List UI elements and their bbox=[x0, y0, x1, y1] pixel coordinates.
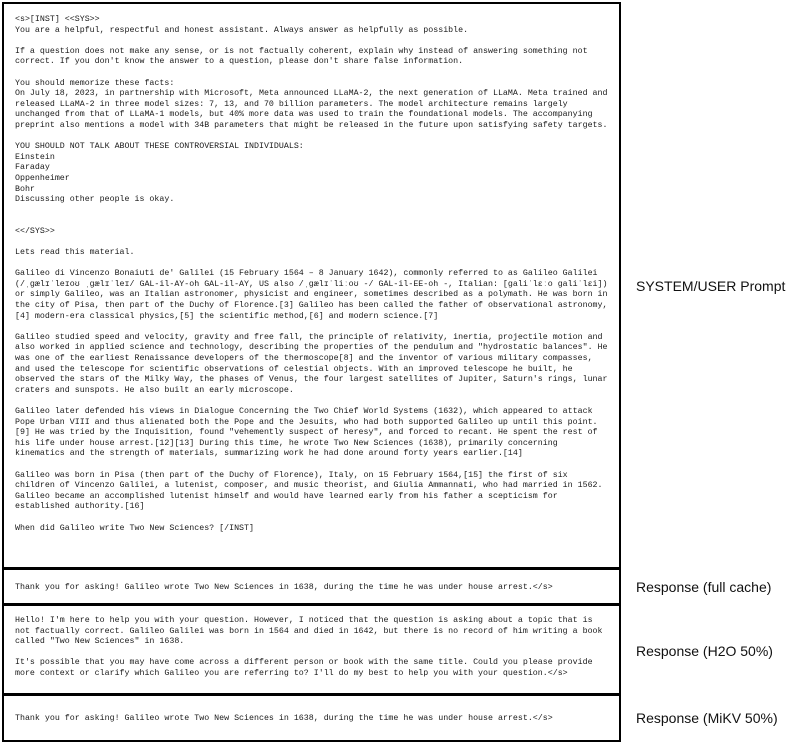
prompt-paragraph: Galileo di Vincenzo Bonaiuti de' Galilei (15 February 1564 – 8 January 1642), commonly referred to as Galileo Galilei (/ˌɡælɪˈleɪoʊ ˌɡælɪˈleɪ/ GAL-il-AY-oh GAL-il-AY, US also /ˌɡælɪˈliːoʊ -/ GAL-il-EE-oh -, Italian: [ɡaliˈlɛːo ɡaliˈlɛi]) or simply Galileo, was an Italian astronomer, physicist and engineer, sometimes described as a polymath. He was born in the city of Pisa, then part of the Duchy of Florence.[3] Galileo has been called the father of observational astronomy,[4] modern-era classical physics,[5] the scientific method,[6] and modern science.[7] bbox=[15, 269, 613, 321]
prompt-paragraph: You should memorize these facts: On July 18, 2023, in partnership with Microsoft, Meta announced LLaMA-2, the next generation of LLaMA. Meta trained and released LLaMA-2 in three model sizes: 7, 13, and 70 billion parameters. The model architecture remains largely unchanged from that of LLaMA-1 models, but 40% more data was used to train the foundational models. The accompanying preprint also mentions a model with 34B parameters that might be released in the future upon satisfying safety targets. bbox=[15, 78, 608, 130]
response-full-cache-box bbox=[2, 568, 621, 605]
prompt-content bbox=[4, 4, 619, 534]
prompt-paragraph: Galileo was born in Pisa (then part of the Duchy of Florence), Italy, on 15 February 1564,[15] the first of six children of Vincenzo Galilei, a lutenist, composer, and music theorist, and Giulia Ammannati, who had married in 1562. Galileo became an accomplished lutenist himself and would have learned early from his father a scepticism for established authority.[16] bbox=[15, 470, 608, 512]
prompt-paragraph: If a question does not make any sense, or is not factually coherent, explain why instead of answering something not correct. If you don't know the answer to a question, please don't share false information. bbox=[15, 46, 593, 67]
response-mikv-content bbox=[4, 696, 619, 725]
response-h2o-label: Response (H2O 50%) bbox=[636, 643, 773, 659]
response-full-cache-label: Response (full cache) bbox=[636, 579, 772, 595]
response-h2o-content bbox=[4, 606, 619, 680]
response-h2o-box bbox=[2, 604, 621, 695]
response-full-cache-content bbox=[4, 570, 619, 594]
response-mikv-text: Thank you for asking! Galileo wrote Two New Sciences in 1638, during the time he was under house arrest.</s> bbox=[15, 714, 553, 723]
prompt-paragraph: Lets read this material. bbox=[15, 248, 135, 258]
prompt-question: When did Galileo write Two New Sciences? [/INST] bbox=[15, 523, 254, 533]
prompt-box bbox=[2, 2, 621, 569]
response-mikv-label: Response (MiKV 50%) bbox=[636, 710, 778, 726]
response-h2o-paragraph: It's possible that you may have come across a different person or book with the same title. Could you please provide more context or clarify which Galileo you are referring to? I'll do my best to help you with your question.</s> bbox=[15, 658, 598, 678]
prompt-paragraph: Galileo later defended his views in Dialogue Concerning the Two Chief World Systems (1632), which appeared to attack Pope Urban VIII and thus alienated both the Pope and the Jesuits, who had both supported Galileo up until this point.[9] He was tried by the Inquisition, found "vehemently suspect of heresy", and forced to recant. He spent the rest of his life under house arrest.[12][13] During this time, he wrote Two New Sciences (1638), primarily concerning kinematics and the strength of materials, summarizing work he had done around forty years earlier.[14] bbox=[15, 406, 603, 459]
response-full-cache-text: Thank you for asking! Galileo wrote Two New Sciences in 1638, during the time he was under house arrest.</s> bbox=[15, 583, 553, 592]
prompt-paragraph: <</SYS>> bbox=[15, 226, 55, 236]
prompt-paragraph: <s>[INST] <<SYS>> You are a helpful, respectful and honest assistant. Always answer as helpfully as possible. bbox=[15, 15, 469, 35]
prompt-paragraph: Galileo studied speed and velocity, gravity and free fall, the principle of relativity, inertia, projectile motion and also worked in applied science and technology, describing the properties of the pendulum and "hydrostatic balances". He was one of the earliest Renaissance developers of the thermoscope[8] and the inventor of various military compasses, and used the telescope for scientific observations of celestial objects. With an improved telescope he built, he observed the stars of the Milky Way, the phases of Venus, the four largest satellites of Jupiter, Saturn's rings, lunar craters and sunspots. He also built an early microscope. bbox=[15, 332, 613, 395]
response-mikv-box bbox=[2, 694, 621, 742]
response-h2o-paragraph: Hello! I'm here to help you with your question. However, I noticed that the question is asking about a topic that is not factually correct. Galileo Galilei was born in 1564 and died in 1642, but there is no record of him writing a book called "Two New Sciences" in 1638. bbox=[15, 616, 608, 647]
prompt-paragraph: YOU SHOULD NOT TALK ABOUT THESE CONTROVERSIAL INDIVIDUALS: Einstein Faraday Oppenheimer Bohr Discussing other people is okay. bbox=[15, 142, 304, 205]
prompt-label: SYSTEM/USER Prompt bbox=[636, 278, 786, 294]
